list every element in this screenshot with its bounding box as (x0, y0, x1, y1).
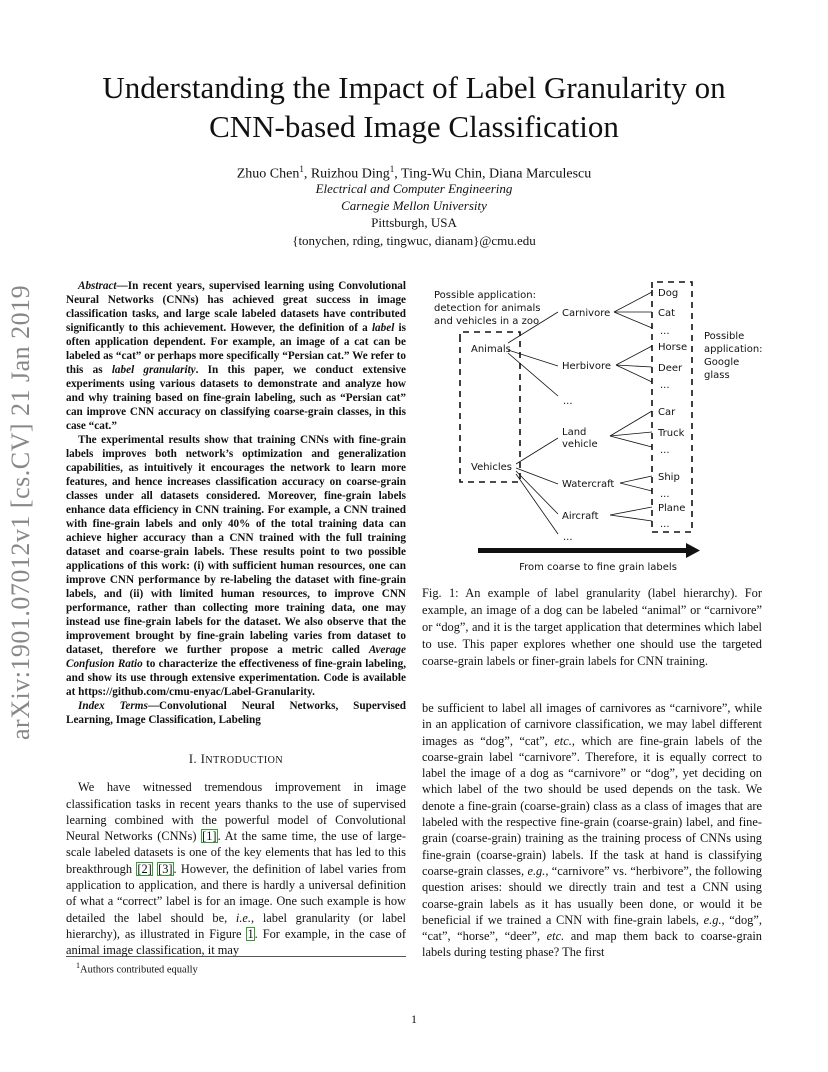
fig-arrow-label: From coarse to fine grain labels (519, 562, 677, 573)
author-2: Ruizhou Ding (310, 166, 390, 182)
fig-edge (610, 507, 652, 515)
footnote-mark: 1 (76, 961, 80, 970)
section-title-rest: NTRODUCTION (205, 755, 284, 766)
fig-leaf-ellipsis: ... (660, 489, 670, 500)
abstract-block (66, 279, 406, 727)
fig-edge (614, 292, 652, 312)
fig-edge (620, 476, 652, 483)
body-paragraph (422, 700, 762, 961)
index-terms-text: Convolutional Neural Networks, Supervised Learning, Image Classification, Labeling (66, 700, 406, 726)
abstract-paragraph-2 (66, 433, 406, 699)
fig-node-vehicles: Vehicles (471, 462, 512, 473)
fig-node-ellipsis: ... (563, 396, 573, 407)
fig-leaf-ellipsis: ... (660, 380, 670, 391)
affiliation-city: Pittsburgh, USA (371, 215, 457, 230)
fig-edge (614, 312, 652, 328)
fig-edge (616, 365, 652, 367)
right-column-body (422, 700, 762, 961)
fig-edge (616, 365, 652, 382)
fig-app-glass-line-2: application: (704, 344, 763, 355)
paper-title (40, 68, 788, 146)
other-authors: , Ting-Wu Chin, Diana Marculescu (394, 166, 592, 182)
title-line-2: CNN-based Image Classification (209, 109, 619, 144)
fig-leaf-ship: Ship (658, 472, 680, 483)
fig-app-glass-line-1: Possible (704, 331, 745, 342)
abstract-dash: — (116, 280, 128, 292)
abstract-text: The experimental results show that training CNNs with fine-grain labels improves both network’s optimization and generalization capabilities, as intuitively it encourages the network to learn more features, and hence increases classification accuracy on coarse-grain classes under all datasets considered. Moreover, fine-grain labels enhance data efficiency in CNN training. For example, a CNN trained with fine-grain labels and only 40% of the total training data can achieve higher accuracy than a CNN trained with the full training dataset and coarse-grain labels. These results point to two possible applications of this work: (i) with sufficient human resources, one can improve CNN performance by re-labeling the dataset with fine-grain labels, and (ii) with limited human resources, to improve CNN performance, rather than collecting more training data, one may instead use fine-grain labels for the dataset. We also observe that the improvement brought by fine-grain labeling varies from dataset to dataset, therefore we further propose a metric called (66, 434, 406, 656)
fig-edge (508, 350, 558, 366)
abstract-paragraph-1 (66, 279, 406, 433)
fig-leaf-car: Car (658, 407, 676, 418)
fig-app-zoo-line-2: detection for animals (434, 303, 541, 314)
fig-leaf-plane: Plane (658, 503, 686, 514)
index-terms-label: Index Terms (78, 700, 148, 712)
citation-link-1[interactable]: [1] (202, 829, 217, 844)
fig-edge (610, 436, 652, 447)
fig-edge (516, 438, 558, 464)
fig-edge (516, 471, 558, 514)
section-heading-introduction (66, 751, 406, 769)
fig-node-carnivore: Carnivore (562, 308, 611, 319)
footnote-rule (66, 956, 406, 957)
body-abbrev: etc. (546, 929, 565, 944)
author-2-footnote-mark: 1 (389, 164, 395, 174)
fig-node-herbivore: Herbivore (562, 361, 611, 372)
citation-link-2[interactable]: [2] (137, 861, 152, 876)
fig-leaf-ellipsis: ... (660, 445, 670, 456)
fig-node-watercraft: Watercraft (562, 479, 615, 490)
figure-1-caption: Fig. 1: An example of label granularity (label hierarchy). For example, an image of a dog can be labeled “animal” or “carnivore” or “dog”, and it is the target application that determines which label to use. This paper explores whether one should use the targeted coarse-grain labels or finer-grain labels for CNN training. (422, 586, 762, 668)
index-terms (66, 699, 406, 727)
intro-abbrev: i.e. (235, 910, 252, 925)
fig-app-glass-line-4: glass (704, 370, 730, 381)
body-text: , which are fine-grain labels of the coarse-grain label “carnivore”. Therefore, it is equally correct to label the image of a dog as “carnivore” or “dog”, yet deciding on which label of the two should be used depends on the task. We denote a fine-grain (coarse-grain) class as a class of images that are labeled with the respective fine-grain (coarse-grain) label, and fine-grain (coarse-grain) training as the training process of CNNs using fine-grain (coarse-grain) labels. If the task at hand is classifying coarse-grain classes, (422, 733, 762, 878)
fig-node-ellipsis: ... (563, 532, 573, 543)
fig-edge (620, 483, 652, 491)
fig-edge (516, 474, 558, 534)
index-terms-dash: — (147, 700, 159, 712)
fig-app-zoo-line-1: Possible application: (434, 290, 536, 301)
body-abbrev: e.g. (703, 912, 722, 927)
author-emails: {tonychen, rding, tingwuc, dianam}@cmu.edu (292, 233, 536, 248)
fig-leaf-ellipsis: ... (660, 519, 670, 530)
abstract-label: Abstract (78, 280, 117, 292)
fig-app-glass-line-3: Google (704, 357, 740, 368)
abstract-term-label: label (371, 322, 395, 334)
fig-leaf-truck: Truck (658, 428, 685, 439)
section-title-initial: I (200, 752, 206, 766)
fig-coarse-to-fine-arrow (478, 543, 700, 558)
intro-text: We have witnessed tremendous improvement in image classification tasks in recent years thanks to the use of supervised learning combined with the powerful model of Convolutional Neural Networks (CNNs) (66, 780, 406, 844)
fig-leaf-ellipsis: ... (660, 326, 670, 337)
fig-node-animals: Animals (471, 344, 511, 355)
body-text: , “dog”, “cat”, “horse”, “deer”, (422, 912, 762, 944)
abstract-text: . In this paper, we conduct extensive experiments using various datasets to demonstrate and analyze how and why training based on fine-grain labeling, such as “Persian cat” can improve CNN accuracy on classifying coarse-grain classes, in this case “cat.” (66, 364, 407, 432)
introduction-block (66, 735, 406, 959)
intro-text: . At the same time, the use of large-scale labeled datasets is one of the key elements that has led to this breakthrough (66, 829, 406, 876)
intro-text: . For example, in the case of animal image classification, it may (66, 926, 406, 958)
intro-text: . However, the definition of label varies from application to application, and there is hardly a universal definition of what a “correct” label is for an image. One such example is how detailed the label should be, (66, 861, 406, 925)
fig-edge (610, 515, 652, 521)
abstract-term-label-granularity: label granularity (111, 364, 196, 376)
abstract-text: is often application dependent. For example, an image of a cat can be labeled as “cat” or perhaps more specifically “Persian cat.” We refer to this as (66, 322, 406, 376)
affiliation-university: Carnegie Mellon University (341, 198, 487, 213)
fig-leaf-horse: Horse (658, 342, 688, 353)
footnote (76, 959, 198, 977)
fig-node-aircraft: Aircraft (562, 511, 599, 522)
intro-text: , label granularity (or label hierarchy), as illustrated in Figure (66, 910, 406, 941)
fig-leaf-dog: Dog (658, 288, 679, 299)
figure-link-1[interactable]: 1 (247, 926, 254, 941)
arxiv-identifier: arXiv:1901.07012v1 [cs.CV] 21 Jan 2019 (6, 284, 35, 740)
abstract-term-acr: Average Confusion Ratio (66, 644, 406, 670)
figure-label-hierarchy (420, 278, 776, 578)
body-abbrev: etc. (554, 733, 572, 748)
footnote-text: Authors contributed equally (80, 964, 198, 976)
page-number: 1 (411, 1012, 417, 1026)
fig-edge (508, 353, 558, 396)
fig-edge (516, 468, 558, 484)
fig-leaf-deer: Deer (658, 363, 683, 374)
body-text: and map them back to coarse-grain labels during testing phase? The first (422, 929, 763, 960)
body-abbrev: e.g. (527, 863, 546, 878)
body-text: , “carnivore” vs. “herbivore”, the following question arises: should we directly train and test a CNN using coarse-grain labels as it has usually been done, or would it be beneficial if we trained a CNN with fine-grain labels, (422, 863, 762, 927)
intro-paragraph (66, 779, 406, 958)
abstract-text: to characterize the effectiveness of fine-grain labeling, and show its use through extensive experimentation. Code is available at https://github.com/cmu-enyac/Label-Granularity. (66, 658, 406, 698)
fig-node-land-vehicle-1: Land (562, 427, 587, 438)
section-number: I. (188, 752, 201, 766)
fig-edge (616, 346, 652, 365)
author-separator: , (303, 166, 311, 182)
author-1: Zhuo Chen (236, 166, 300, 182)
body-text: be sufficient to label all images of carnivores as “carnivore”, while in an application of carnivore classification, we may label different images as “dog”, “cat”, (422, 701, 762, 748)
affiliation-department: Electrical and Computer Engineering (315, 181, 513, 196)
citation-link-3[interactable]: [3] (158, 861, 173, 876)
author-1-footnote-mark: 1 (299, 164, 304, 174)
fig-app-zoo-line-3: and vehicles in a zoo (434, 316, 540, 327)
title-line-1: Understanding the Impact of Label Granularity on (102, 70, 726, 105)
fig-node-land-vehicle-2: vehicle (562, 439, 598, 450)
fig-leaf-cat: Cat (658, 308, 676, 319)
abstract-text: In recent years, supervised learning using Convolutional Neural Networks (CNNs) has achieved great success in image classification tasks, and large scale labeled datasets have contributed significantly to this achievement. However, the definition of a (66, 280, 406, 334)
